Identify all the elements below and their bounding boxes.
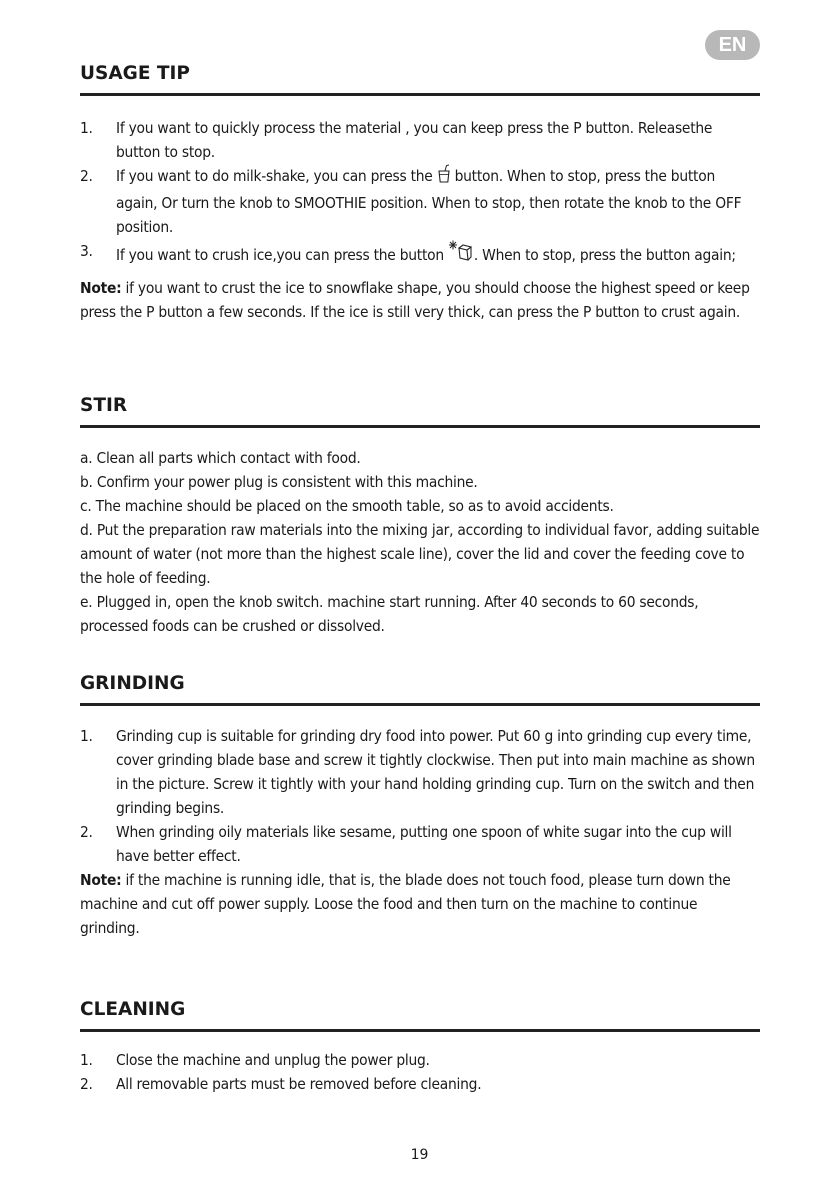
usage-tip-note [80, 276, 760, 324]
cleaning-section [80, 997, 760, 1096]
list-item [80, 1048, 760, 1072]
grinding-list [80, 724, 760, 868]
list-item [80, 1072, 760, 1096]
stir-steps [80, 446, 760, 638]
note-text: if the machine is running idle, that is, the blade does not touch food, please turn down the machine and cut off power supply. Loose the food and then turn on the machine to continue grinding. [80, 871, 731, 937]
stir-section [80, 393, 760, 638]
section-divider [80, 93, 760, 96]
cleaning-heading: CLEANING [80, 999, 186, 1020]
stir-step: c. The machine should be placed on the smooth table, so as to avoid accidents. [80, 497, 614, 515]
stir-step: e. Plugged in, open the knob switch. machine start running. After 40 seconds to 60 seconds, processed foods can be crushed or dissolved. [80, 593, 699, 635]
list-number: 2. [80, 1075, 93, 1093]
list-item [80, 239, 760, 270]
list-item-text: If you want to do milk-shake, you can press the [116, 167, 433, 185]
stir-heading: STIR [80, 395, 128, 416]
list-item-text: All removable parts must be removed before cleaning. [116, 1075, 482, 1093]
list-item [80, 820, 760, 868]
note-text: if you want to crust the ice to snowflake shape, you should choose the highest speed or keep press the P button a few seconds. If the ice is still very thick, can press the P button to crust again. [80, 279, 750, 321]
note-label: Note: [80, 279, 122, 297]
list-item-text: Grinding cup is suitable for grinding dry food into power. Put 60 g into grinding cup every time, cover grinding blade base and screw it tightly clockwise. Then put into main machine as shown in the picture. Screw it tightly with your hand holding grinding cup. Turn on the switch and then grinding begins. [116, 727, 755, 817]
list-number: 1. [80, 1051, 93, 1069]
stir-step: d. Put the preparation raw materials into the mixing jar, according to individual favor, adding suitable amount of water (not more than the highest scale line), cover the lid and cover the feeding cove to the hole of feeding. [80, 521, 760, 587]
stir-step: a. Clean all parts which contact with food. [80, 449, 361, 467]
cup-icon [437, 164, 451, 191]
list-number: 1. [80, 119, 93, 137]
list-item [80, 116, 760, 164]
note-label: Note: [80, 871, 122, 889]
cleaning-list [80, 1048, 760, 1096]
section-divider [80, 703, 760, 706]
section-divider [80, 1029, 760, 1032]
grinding-section [80, 671, 760, 940]
usage-tip-section [80, 61, 760, 324]
language-badge: EN [705, 30, 760, 60]
usage-tip-list [80, 116, 760, 270]
section-divider [80, 425, 760, 428]
grinding-heading: GRINDING [80, 673, 185, 694]
list-item-text: . When to stop, press the button again; [473, 246, 736, 264]
ice-cube-icon [448, 239, 474, 270]
list-number: 1. [80, 727, 93, 745]
page-number: 19 [410, 1147, 429, 1163]
list-item [80, 724, 760, 820]
list-item-text: When grinding oily materials like sesame, putting one spoon of white sugar into the cup will have better effect. [116, 823, 732, 865]
usage-tip-heading: USAGE TIP [80, 63, 190, 84]
list-number: 2. [80, 167, 93, 185]
grinding-note [80, 868, 760, 940]
list-item [80, 164, 760, 239]
list-item-text: Close the machine and unplug the power plug. [116, 1051, 430, 1069]
list-item-text: If you want to crush ice,you can press the button [116, 246, 444, 264]
list-number: 3. [80, 242, 93, 260]
list-item-text: If you want to quickly process the material , you can keep press the P button. Releasethe button to stop. [116, 119, 713, 161]
list-number: 2. [80, 823, 93, 841]
list-item-text: button. When to stop, press the button again, Or turn the knob to SMOOTHIE position. When to stop, then rotate the knob to the OFF position. [116, 167, 742, 236]
stir-step: b. Confirm your power plug is consistent with this machine. [80, 473, 478, 491]
